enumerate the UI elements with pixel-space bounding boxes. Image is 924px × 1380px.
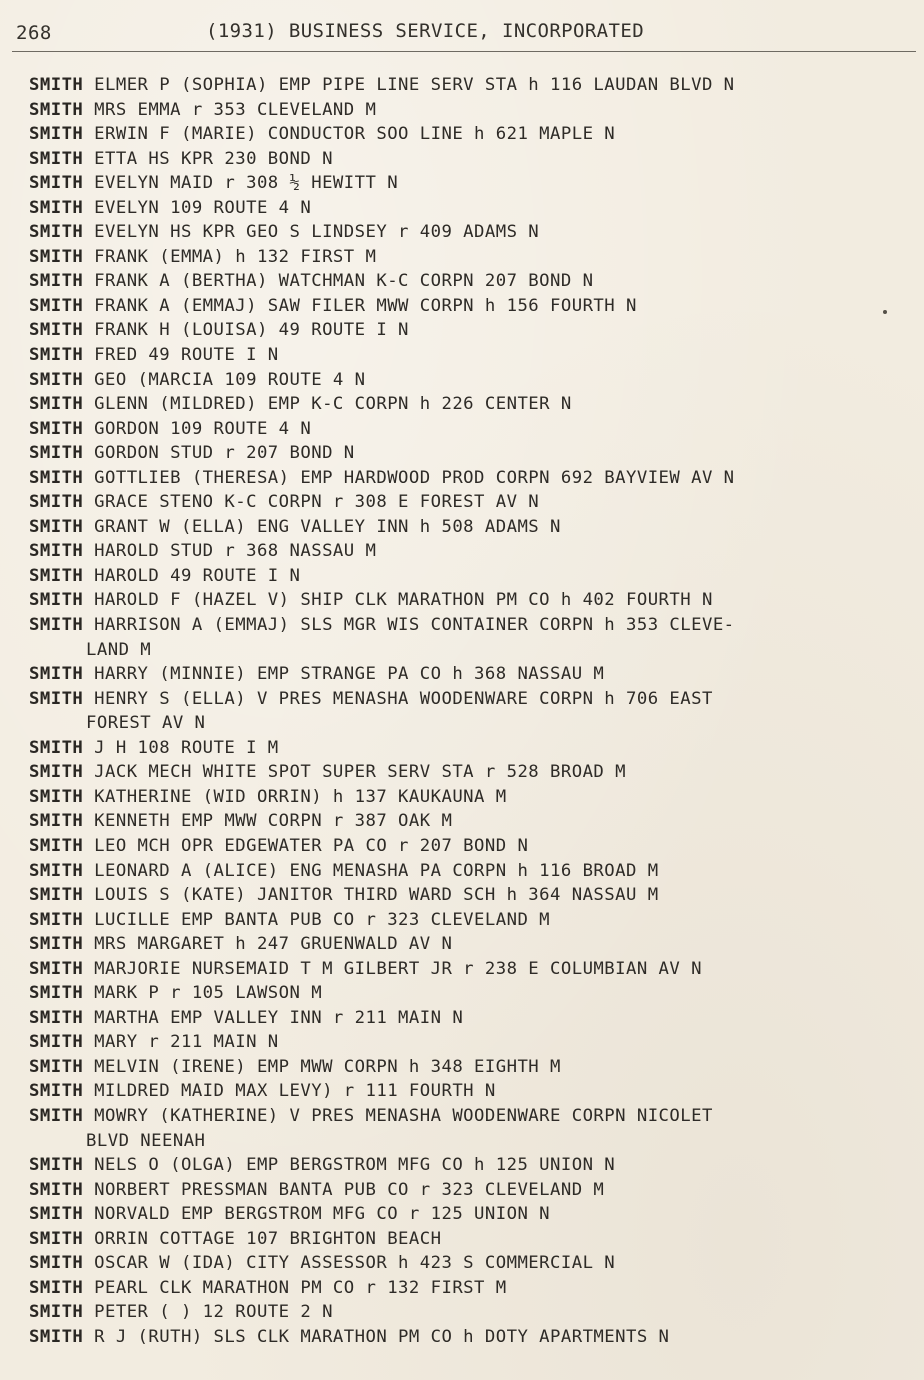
entry-surname: SMITH <box>29 173 84 194</box>
directory-entry <box>29 957 914 982</box>
entry-surname: SMITH <box>29 885 84 906</box>
entry-text: ERWIN F (MARIE) CONDUCTOR SOO LINE h 621 MAPLE N <box>94 124 616 145</box>
entry-surname: SMITH <box>29 1326 84 1347</box>
entry-text: HAROLD 49 ROUTE I N <box>94 565 301 586</box>
entry-text: LUCILLE EMP BANTA PUB CO r 323 CLEVELAND M <box>94 909 551 930</box>
entry-text: HAROLD F (HAZEL V) SHIP CLK MARATHON PM CO h 402 FOURTH N <box>94 590 713 611</box>
entry-text: GOTTLIEB (THERESA) EMP HARDWOOD PROD CORPN 692 BAYVIEW AV N <box>94 467 735 488</box>
entry-surname: SMITH <box>29 222 84 243</box>
directory-entry <box>29 147 914 172</box>
directory-entry <box>29 1202 914 1227</box>
entry-surname: SMITH <box>29 983 84 1004</box>
entry-surname: SMITH <box>29 835 84 856</box>
header-rule <box>12 51 916 52</box>
directory-entry <box>29 196 914 221</box>
entry-continuation: LAND M <box>86 639 152 660</box>
entry-surname: SMITH <box>29 590 84 611</box>
directory-entry <box>29 1055 914 1080</box>
entry-surname: SMITH <box>29 197 84 218</box>
directory-entry <box>29 662 914 687</box>
entry-surname: SMITH <box>29 75 84 95</box>
directory-entry <box>29 441 914 466</box>
entry-text: ELMER P (SOPHIA) EMP PIPE LINE SERV STA h 116 LAUDAN BLVD N <box>94 75 735 95</box>
entry-surname: SMITH <box>29 246 84 267</box>
directory-entry <box>29 613 914 662</box>
entry-text: MARTHA EMP VALLEY INN r 211 MAIN N <box>94 1007 464 1028</box>
directory-entry <box>29 1300 914 1325</box>
entry-text: GRANT W (ELLA) ENG VALLEY INN h 508 ADAMS N <box>94 516 561 537</box>
directory-entry <box>29 736 914 761</box>
entry-text: JACK MECH WHITE SPOT SUPER SERV STA r 528 BROAD M <box>94 762 626 783</box>
entry-surname: SMITH <box>29 1228 84 1249</box>
entry-surname: SMITH <box>29 492 84 513</box>
directory-entry <box>29 220 914 245</box>
entry-surname: SMITH <box>29 1204 84 1225</box>
directory-entry <box>29 343 914 368</box>
directory-entry <box>29 981 914 1006</box>
directory-entry <box>29 466 914 491</box>
directory-entry <box>29 1325 914 1350</box>
directory-entry <box>29 368 914 393</box>
directory-entry <box>29 687 914 736</box>
entry-surname: SMITH <box>29 369 84 390</box>
entry-text: GLENN (MILDRED) EMP K-C CORPN h 226 CENTER N <box>94 394 572 415</box>
entry-surname: SMITH <box>29 688 84 709</box>
directory-entry <box>29 809 914 834</box>
entry-text: MARK P r 105 LAWSON M <box>94 983 323 1004</box>
entry-text: LEONARD A (ALICE) ENG MENASHA PA CORPN h 116 BROAD M <box>94 860 659 881</box>
entry-surname: SMITH <box>29 467 84 488</box>
entry-text: MRS EMMA r 353 CLEVELAND M <box>94 99 377 120</box>
directory-entry <box>29 1153 914 1178</box>
entry-surname: SMITH <box>29 615 84 636</box>
entry-text: MOWRY (KATHERINE) V PRES MENASHA WOODENWARE CORPN NICOLET <box>94 1105 713 1126</box>
directory-entry <box>29 318 914 343</box>
directory-entry <box>29 269 914 294</box>
entry-text: FRANK H (LOUISA) 49 ROUTE I N <box>94 320 409 341</box>
entry-text: KENNETH EMP MWW CORPN r 387 OAK M <box>94 811 453 832</box>
entry-text: MILDRED MAID MAX LEVY) r 111 FOURTH N <box>94 1081 496 1102</box>
directory-entry <box>29 294 914 319</box>
entry-text: HARRY (MINNIE) EMP STRANGE PA CO h 368 NASSAU M <box>94 664 605 685</box>
entry-surname: SMITH <box>29 1105 84 1126</box>
entry-surname: SMITH <box>29 541 84 562</box>
entry-surname: SMITH <box>29 271 84 292</box>
directory-entry <box>29 417 914 442</box>
directory-entry <box>29 539 914 564</box>
entry-text: GORDON 109 ROUTE 4 N <box>94 418 312 439</box>
entry-surname: SMITH <box>29 516 84 537</box>
entry-text: FRANK A (EMMAJ) SAW FILER MWW CORPN h 156 FOURTH N <box>94 295 637 316</box>
entry-surname: SMITH <box>29 320 84 341</box>
entry-surname: SMITH <box>29 762 84 783</box>
entry-text: HARRISON A (EMMAJ) SLS MGR WIS CONTAINER CORPN h 353 CLEVE- <box>94 615 735 636</box>
entry-text: MARJORIE NURSEMAID T M GILBERT JR r 238 E COLUMBIAN AV N <box>94 958 702 979</box>
entry-text: OSCAR W (IDA) CITY ASSESSOR h 423 S COMMERCIAL N <box>94 1253 616 1274</box>
running-head: (1931) BUSINESS SERVICE, INCORPORATED <box>206 20 645 42</box>
entry-text: EVELYN 109 ROUTE 4 N <box>94 197 312 218</box>
directory-entry <box>29 760 914 785</box>
entry-text: EVELYN HS KPR GEO S LINDSEY r 409 ADAMS N <box>94 222 540 243</box>
directory-entry <box>29 785 914 810</box>
directory-entry <box>29 1251 914 1276</box>
page-header <box>16 20 908 50</box>
entry-text: R J (RUTH) SLS CLK MARATHON PM CO h DOTY APARTMENTS N <box>94 1326 670 1347</box>
entry-text: J H 108 ROUTE I M <box>94 737 279 758</box>
entry-text: NORVALD EMP BERGSTROM MFG CO r 125 UNION N <box>94 1204 551 1225</box>
entry-surname: SMITH <box>29 664 84 685</box>
entry-text: GRACE STENO K-C CORPN r 308 E FOREST AV N <box>94 492 540 513</box>
entry-text: EVELYN MAID r 308 ½ HEWITT N <box>94 173 399 194</box>
entry-text: NELS O (OLGA) EMP BERGSTROM MFG CO h 125 UNION N <box>94 1155 616 1176</box>
entry-surname: SMITH <box>29 295 84 316</box>
entry-text: PETER ( ) 12 ROUTE 2 N <box>94 1302 333 1323</box>
entry-surname: SMITH <box>29 860 84 881</box>
entry-text: MELVIN (IRENE) EMP MWW CORPN h 348 EIGHTH M <box>94 1056 561 1077</box>
entry-surname: SMITH <box>29 811 84 832</box>
entry-surname: SMITH <box>29 1007 84 1028</box>
entry-surname: SMITH <box>29 418 84 439</box>
directory-entry <box>29 1079 914 1104</box>
directory-entry <box>29 883 914 908</box>
entry-surname: SMITH <box>29 958 84 979</box>
entry-text: GEO (MARCIA 109 ROUTE 4 N <box>94 369 366 390</box>
entry-text: KATHERINE (WID ORRIN) h 137 KAUKAUNA M <box>94 786 507 807</box>
directory-entry <box>29 908 914 933</box>
entry-surname: SMITH <box>29 1056 84 1077</box>
entry-surname: SMITH <box>29 124 84 145</box>
page-number: 268 <box>16 22 52 44</box>
directory-entry <box>29 392 914 417</box>
entry-text: HAROLD STUD r 368 NASSAU M <box>94 541 377 562</box>
directory-entry <box>29 1006 914 1031</box>
directory-entry <box>29 171 914 196</box>
entry-surname: SMITH <box>29 1302 84 1323</box>
directory-entry <box>29 834 914 859</box>
directory-entry <box>29 73 914 98</box>
directory-entry <box>29 588 914 613</box>
entry-surname: SMITH <box>29 99 84 120</box>
directory-entry <box>29 515 914 540</box>
directory-entry <box>29 932 914 957</box>
directory-entry <box>29 1178 914 1203</box>
directory-entry <box>29 1030 914 1055</box>
entry-continuation: FOREST AV N <box>86 713 206 734</box>
entry-text: MARY r 211 MAIN N <box>94 1032 279 1053</box>
directory-entry <box>29 490 914 515</box>
entry-text: GORDON STUD r 207 BOND N <box>94 443 355 464</box>
entry-surname: SMITH <box>29 565 84 586</box>
directory-entry <box>29 564 914 589</box>
directory-entry <box>29 122 914 147</box>
entry-surname: SMITH <box>29 1179 84 1200</box>
entry-text: ETTA HS KPR 230 BOND N <box>94 148 333 169</box>
entry-text: FRED 49 ROUTE I N <box>94 345 279 366</box>
entry-text: LEO MCH OPR EDGEWATER PA CO r 207 BOND N <box>94 835 529 856</box>
entry-surname: SMITH <box>29 1081 84 1102</box>
directory-entry <box>29 245 914 270</box>
entry-text: PEARL CLK MARATHON PM CO r 132 FIRST M <box>94 1277 507 1298</box>
entry-surname: SMITH <box>29 909 84 930</box>
entry-surname: SMITH <box>29 394 84 415</box>
directory-entry <box>29 1227 914 1252</box>
entry-surname: SMITH <box>29 786 84 807</box>
directory-entry <box>29 98 914 123</box>
entry-surname: SMITH <box>29 345 84 366</box>
entry-surname: SMITH <box>29 1277 84 1298</box>
entry-surname: SMITH <box>29 1032 84 1053</box>
directory-entry <box>29 859 914 884</box>
entry-surname: SMITH <box>29 443 84 464</box>
entry-continuation: BLVD NEENAH <box>86 1130 206 1151</box>
ink-speck <box>883 310 887 314</box>
entry-text: MRS MARGARET h 247 GRUENWALD AV N <box>94 934 453 955</box>
entry-text: LOUIS S (KATE) JANITOR THIRD WARD SCH h 364 NASSAU M <box>94 885 659 906</box>
entry-surname: SMITH <box>29 148 84 169</box>
entry-text: ORRIN COTTAGE 107 BRIGHTON BEACH <box>94 1228 442 1249</box>
entry-text: FRANK (EMMA) h 132 FIRST M <box>94 246 377 267</box>
directory-entries <box>29 73 914 1349</box>
entry-text: FRANK A (BERTHA) WATCHMAN K-C CORPN 207 BOND N <box>94 271 594 292</box>
entry-surname: SMITH <box>29 934 84 955</box>
entry-surname: SMITH <box>29 1155 84 1176</box>
entry-text: HENRY S (ELLA) V PRES MENASHA WOODENWARE CORPN h 706 EAST <box>94 688 713 709</box>
directory-entry <box>29 1104 914 1153</box>
entry-surname: SMITH <box>29 737 84 758</box>
entry-text: NORBERT PRESSMAN BANTA PUB CO r 323 CLEVELAND M <box>94 1179 605 1200</box>
directory-entry <box>29 1276 914 1301</box>
entry-surname: SMITH <box>29 1253 84 1274</box>
